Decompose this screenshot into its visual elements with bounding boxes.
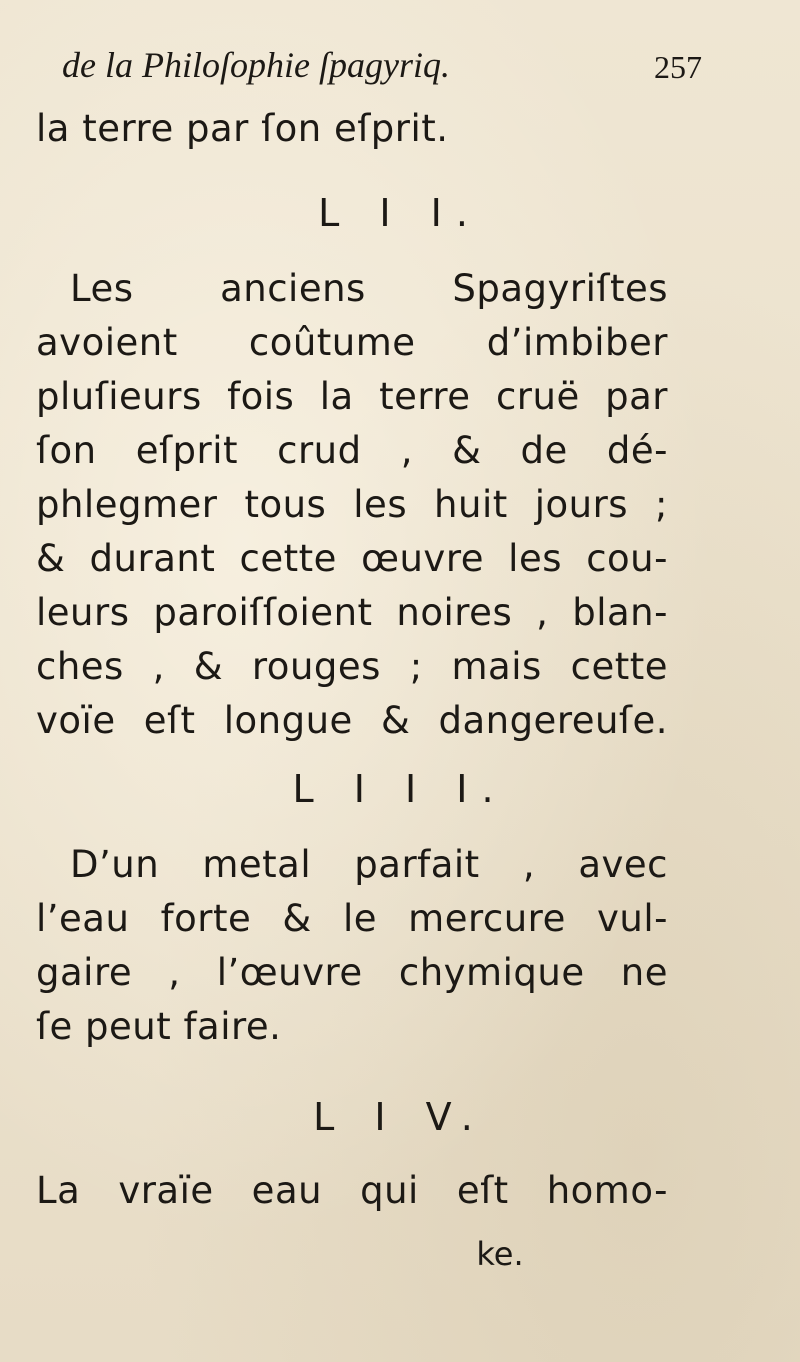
text-line: ſon eſprit crud , & de dé- [36, 429, 668, 472]
text-line: voïe eſt longue & dangereuſe. [36, 699, 668, 742]
section-heading: L I I I. [292, 767, 508, 811]
text-line: D’un metal parfait , avec [70, 843, 668, 886]
running-head [62, 40, 702, 90]
section-heading: L I V. [313, 1095, 487, 1139]
text-line: pluſieurs fois la terre cruë par [36, 375, 668, 418]
text-line: l’eau forte & le mercure vul- [36, 897, 668, 940]
text-line: phlegmer tous les huit jours ; [36, 483, 668, 526]
running-title: de la Philoſophie ſpagyriq. [62, 45, 450, 85]
text-line: ches , & rouges ; mais cette [36, 645, 668, 688]
text-line: gaire , l’œuvre chymique ne [36, 951, 668, 994]
text-line: & durant cette œuvre les cou- [36, 537, 668, 580]
text-line: La vraïe eau qui eſt homo- [36, 1169, 668, 1212]
opening-line: la terre par ſon eſprit. [36, 107, 449, 150]
text-line: ſe peut faire. [36, 1005, 282, 1048]
catchword: ke. [476, 1235, 524, 1273]
page-number: 257 [654, 49, 702, 85]
text-line: leurs paroiſſoient noires , blan- [36, 591, 668, 634]
text-line: avoient coûtume d’imbiber [36, 321, 668, 364]
text-line: Les anciens Spagyriſtes [70, 267, 668, 310]
section-heading: L I I. [318, 191, 482, 235]
